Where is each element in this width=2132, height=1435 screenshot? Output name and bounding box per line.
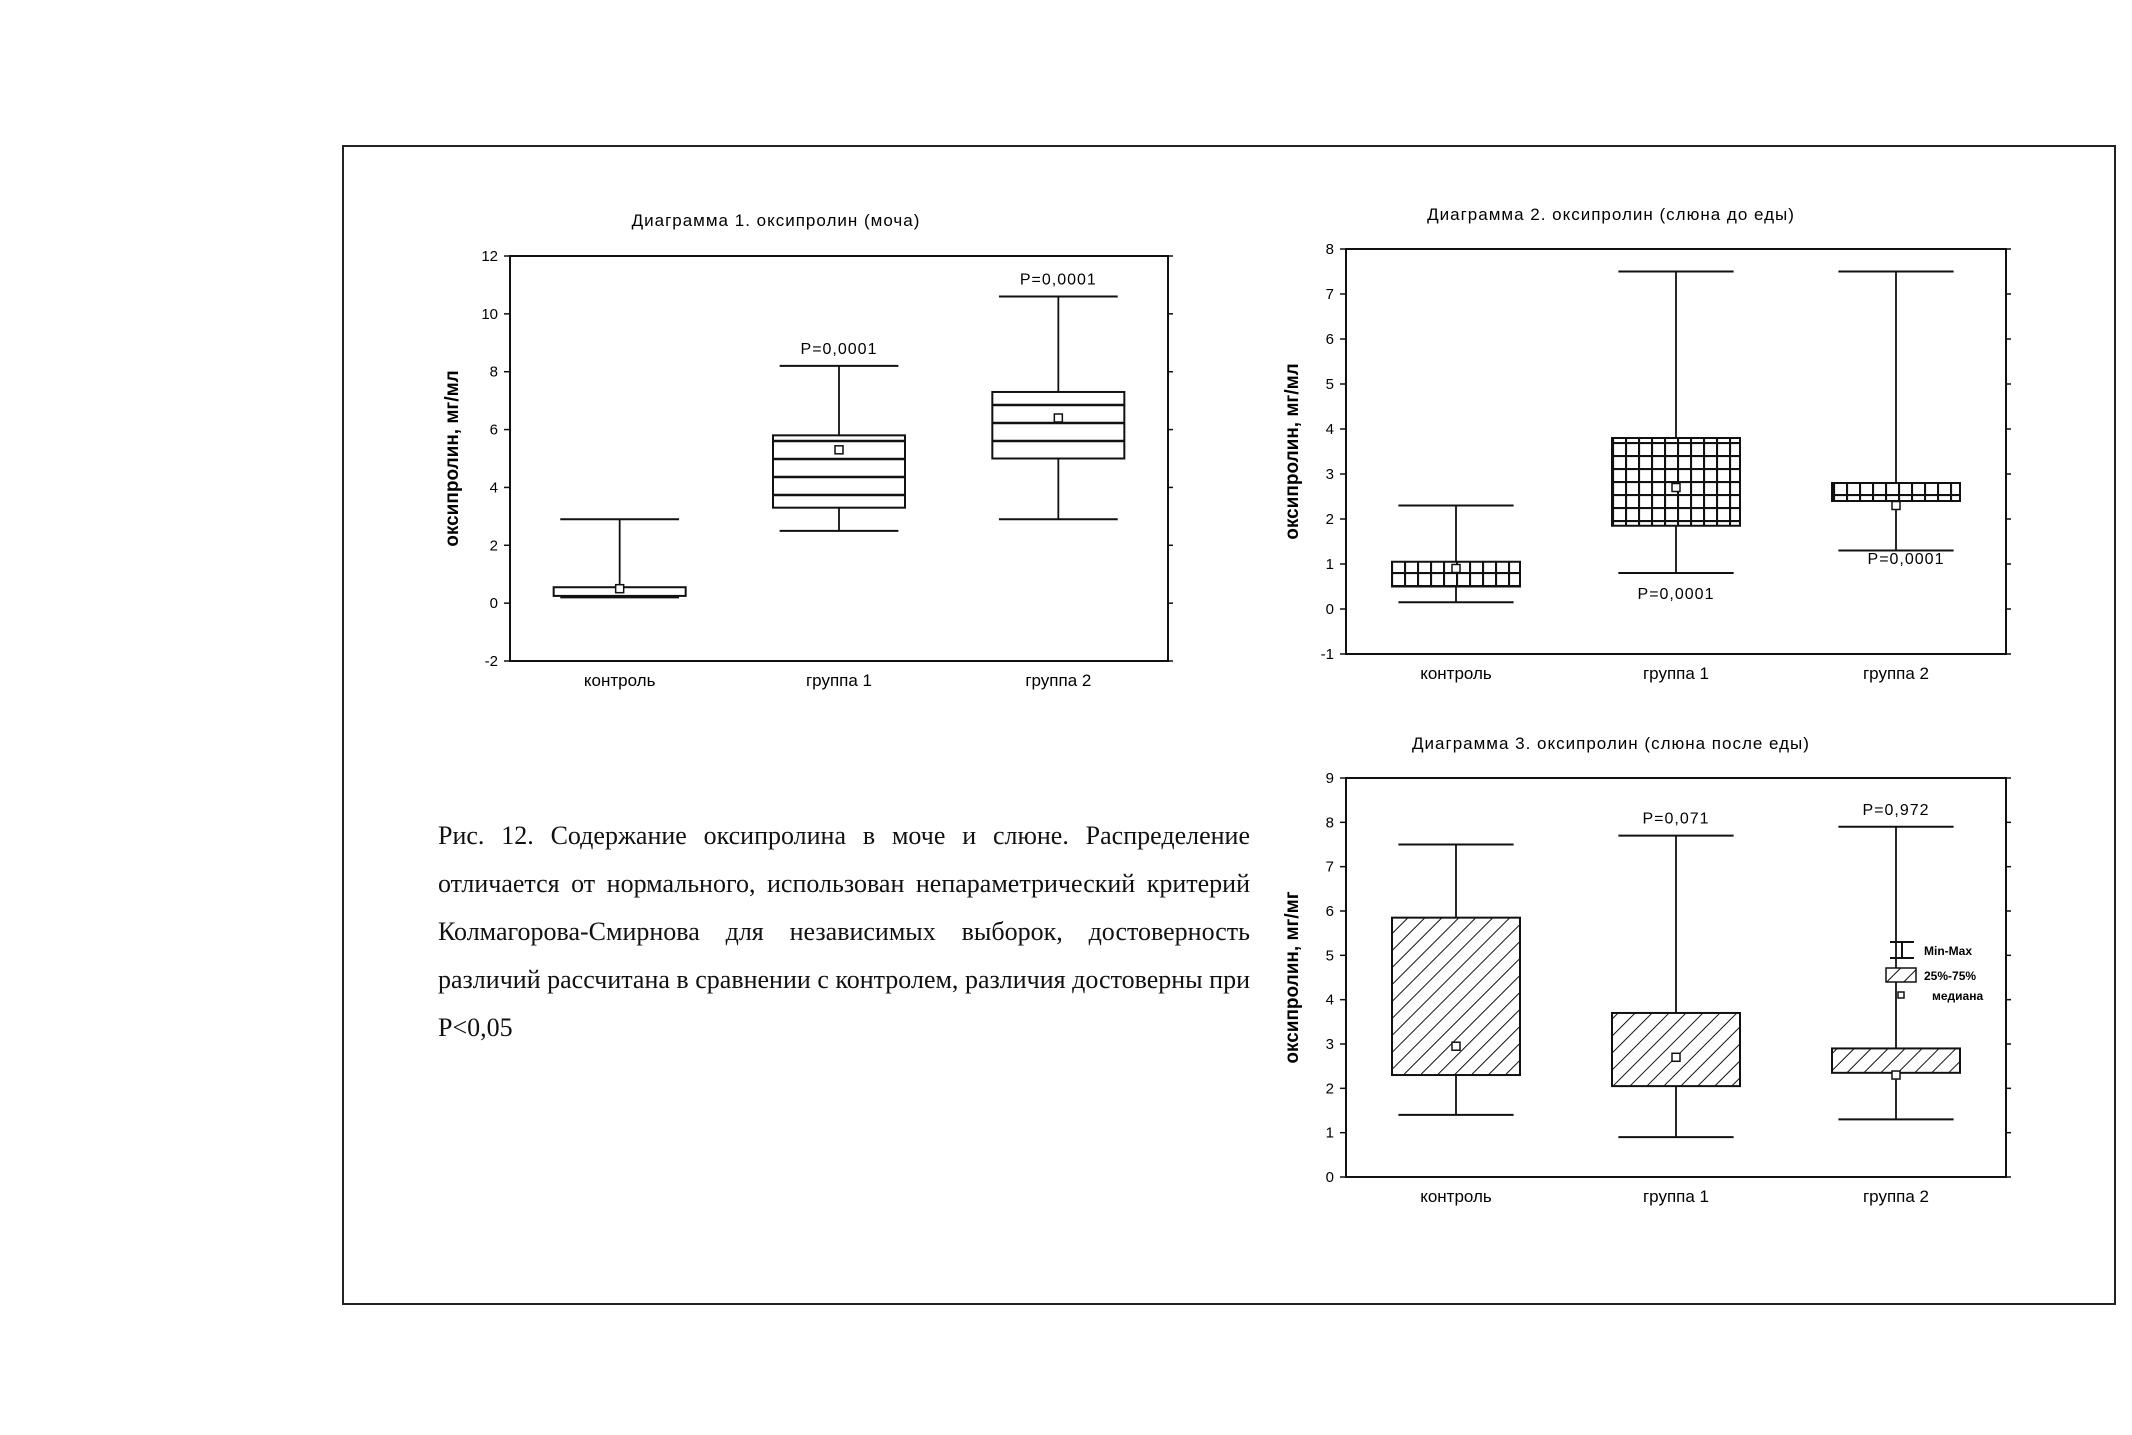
chart-2-ytick-label: 1: [1325, 556, 1334, 573]
chart-1-ytick-label: 2: [489, 537, 498, 555]
chart-2-ytick-label: 3: [1325, 466, 1334, 483]
chart-3-title: Диаграмма 3. оксипролин (слюна после еды): [1412, 734, 1810, 753]
chart-3-category-label: группа 2: [1862, 1187, 1930, 1206]
chart-2-median-marker: [1672, 484, 1680, 492]
chart-1-median-marker: [616, 585, 624, 593]
chart-1-ylabel: оксипролин, мг/мл: [442, 370, 463, 547]
figure-caption: Рис. 12. Содержание оксипролина в моче и слюне. Распределение отличается от нормального, использован непараметрический критерий Колмагорова-Смирнова для независимых выборок, достоверность различий рассчитана в сравнении с контролем, различия достоверны при P<0,05: [438, 821, 1250, 1042]
chart-3-ylabel: оксипролин, мг/мг: [1282, 891, 1303, 1064]
chart-2-ytick-label: 8: [1325, 241, 1334, 258]
legend-median-label: медиана: [1932, 989, 1984, 1003]
chart-1-median-marker: [1054, 414, 1062, 422]
legend-minmax-label: Min-Max: [1924, 944, 1972, 958]
chart-3-median-marker: [1892, 1071, 1900, 1079]
chart-2-median-marker: [1892, 502, 1900, 510]
chart-3-ytick-label: 7: [1325, 858, 1334, 876]
chart-2-ylabel: оксипролин, мг/мл: [1282, 363, 1303, 540]
chart-2-p-value: P=0,0001: [1637, 586, 1715, 603]
chart-1-category-label: контроль: [583, 671, 656, 690]
chart-2-ytick-label: 7: [1325, 286, 1334, 303]
chart-3-ytick-label: 1: [1325, 1124, 1334, 1142]
chart-3-ytick-label: 5: [1325, 947, 1334, 965]
chart-3-iqr-box: [1612, 1013, 1740, 1086]
legend-iqr-swatch: [1886, 968, 1916, 982]
chart-3-category-label: контроль: [1420, 1187, 1492, 1206]
chart-2-iqr-box: [1612, 438, 1740, 526]
chart-1-ytick-label: 12: [481, 248, 498, 265]
legend-median-swatch: [1898, 992, 1904, 998]
chart-2-ytick-label: 5: [1325, 376, 1334, 393]
chart-1-ytick-label: 0: [489, 595, 498, 613]
chart-1-ytick-label: 4: [489, 479, 498, 497]
chart-3-iqr-box: [1832, 1048, 1960, 1072]
chart-3-median-marker: [1672, 1053, 1680, 1061]
chart-2-category-label: группа 1: [1642, 664, 1710, 683]
chart-1-ytick-label: 6: [489, 421, 498, 439]
chart-1-title: Диаграмма 1. оксипролин (моча): [631, 211, 921, 230]
chart-2-ytick-label: 0: [1325, 601, 1334, 618]
chart-2-ytick-label: 2: [1325, 511, 1334, 528]
chart-2-category-label: группа 2: [1862, 664, 1930, 683]
chart-3-p-value: P=0,972: [1862, 801, 1930, 819]
chart-2-ytick-label: 6: [1325, 331, 1334, 348]
chart-3-ytick-label: 2: [1325, 1080, 1334, 1098]
chart-3-category-label: группа 1: [1642, 1187, 1710, 1206]
chart-3-iqr-box: [1392, 918, 1520, 1075]
chart-1-median-marker: [835, 446, 843, 454]
chart-3-ytick-label: 8: [1325, 814, 1334, 832]
chart-1-ytick-label: 10: [481, 305, 498, 323]
chart-2-iqr-box: [1832, 483, 1960, 501]
chart-1-category-label: группа 2: [1025, 671, 1092, 690]
chart-1-ytick-label: 8: [489, 363, 498, 381]
chart-3-ytick-label: 6: [1325, 903, 1334, 920]
chart-3-median-marker: [1452, 1042, 1460, 1050]
chart-1-category-label: группа 1: [805, 671, 873, 690]
chart-3-ytick-label: 9: [1325, 770, 1334, 787]
chart-1-iqr-box: [992, 392, 1124, 459]
chart-2-title: Диаграмма 2. оксипролин (слюна до еды): [1427, 205, 1795, 224]
chart-2-median-marker: [1452, 565, 1460, 573]
legend-iqr-label: 25%-75%: [1924, 969, 1977, 983]
chart-2-ytick-label: 4: [1325, 421, 1334, 438]
chart-1-ytick-label: -2: [484, 653, 498, 670]
chart-3-p-value: P=0,071: [1642, 810, 1710, 828]
chart-3-ytick-label: 4: [1325, 991, 1334, 1009]
chart-2-ytick-label: -1: [1320, 646, 1334, 663]
chart-2-p-value: P=0,0001: [1867, 551, 1945, 568]
chart-3-ytick-label: 3: [1325, 1036, 1334, 1053]
chart-2-category-label: контроль: [1420, 664, 1492, 683]
chart-3-ytick-label: 0: [1325, 1169, 1334, 1186]
chart-1-p-value: P=0,0001: [800, 340, 878, 358]
chart-1-p-value: P=0,0001: [1019, 271, 1097, 289]
